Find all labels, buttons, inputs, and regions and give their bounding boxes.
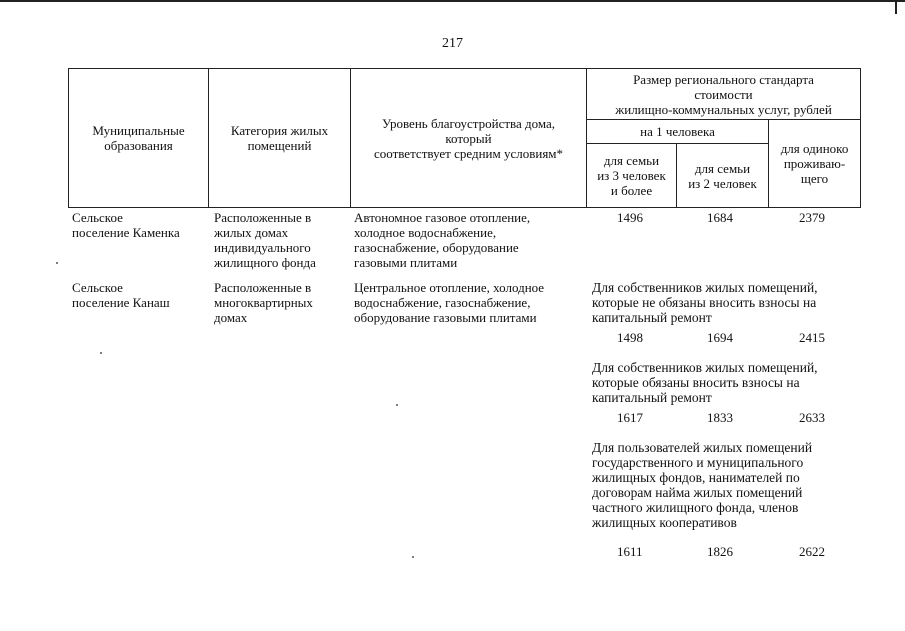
header-category: Категория жилых помещений — [209, 69, 351, 208]
row-kamenka-value-family2: 1684 — [707, 210, 733, 225]
row-kanash-level: Центральное отопление, холодное водоснабжение, газоснабжение, оборудование газовыми плитами — [354, 280, 545, 325]
scan-speck — [412, 556, 414, 558]
kanash-group-2-value-single: 2633 — [799, 410, 825, 425]
header-family-2: для семьи из 2 человек — [677, 144, 769, 208]
kanash-group-3-value-family2: 1826 — [707, 544, 733, 559]
kanash-group-1-value-family2: 1694 — [707, 330, 733, 345]
table-header — [68, 68, 861, 208]
kanash-group-2-value-family2: 1833 — [707, 410, 733, 425]
header-size: Размер регионального стандарта стоимости жилищно-коммунальных услуг, рублей — [587, 69, 861, 120]
row-kanash-municipal: Сельское поселение Канаш — [72, 280, 170, 310]
row-kamenka-category: Расположенные в жилых домах индивидуального жилищного фонда — [214, 210, 316, 270]
kanash-group-3-value-single: 2622 — [799, 544, 825, 559]
header-municipal: Муниципальные образования — [69, 69, 209, 208]
row-kamenka-municipal: Сельское поселение Каменка — [72, 210, 180, 240]
header-level: Уровень благоустройства дома, который соответствует средним условиям* — [351, 69, 587, 208]
row-kamenka-level: Автономное газовое отопление, холодное водоснабжение, газоснабжение, оборудование газовыми плитами — [354, 210, 531, 270]
row-kamenka-value-family3: 1496 — [617, 210, 643, 225]
scan-speck — [396, 404, 398, 406]
kanash-group-3-label: Для пользователей жилых помещений государственного и муниципального жилищных фондов, нанимателей по договорам найма жилых помещений частного жилищного фонда, членов жилищных кооперативов — [592, 440, 813, 530]
kanash-group-1-value-single: 2415 — [799, 330, 825, 345]
kanash-group-1-value-family3: 1498 — [617, 330, 643, 345]
kanash-group-2-value-family3: 1617 — [617, 410, 643, 425]
scan-speck — [56, 262, 58, 264]
header-single: для одиноко проживаю- щего — [769, 120, 861, 208]
header-per-person: на 1 человека — [587, 120, 769, 144]
scan-edge-right — [895, 0, 897, 14]
scan-speck — [100, 352, 102, 354]
row-kanash-category: Расположенные в многоквартирных домах — [214, 280, 313, 325]
page-number: 217 — [442, 36, 463, 51]
kanash-group-3-value-family3: 1611 — [617, 544, 643, 559]
kanash-group-1-label: Для собственников жилых помещений, которые не обязаны вносить взносы на капитальный ремонт — [592, 280, 818, 325]
header-family-3: для семьи из 3 человек и более — [587, 144, 677, 208]
scan-edge-top — [0, 0, 905, 2]
kanash-group-2-label: Для собственников жилых помещений, которые обязаны вносить взносы на капитальный ремонт — [592, 360, 818, 405]
row-kamenka-value-single: 2379 — [799, 210, 825, 225]
